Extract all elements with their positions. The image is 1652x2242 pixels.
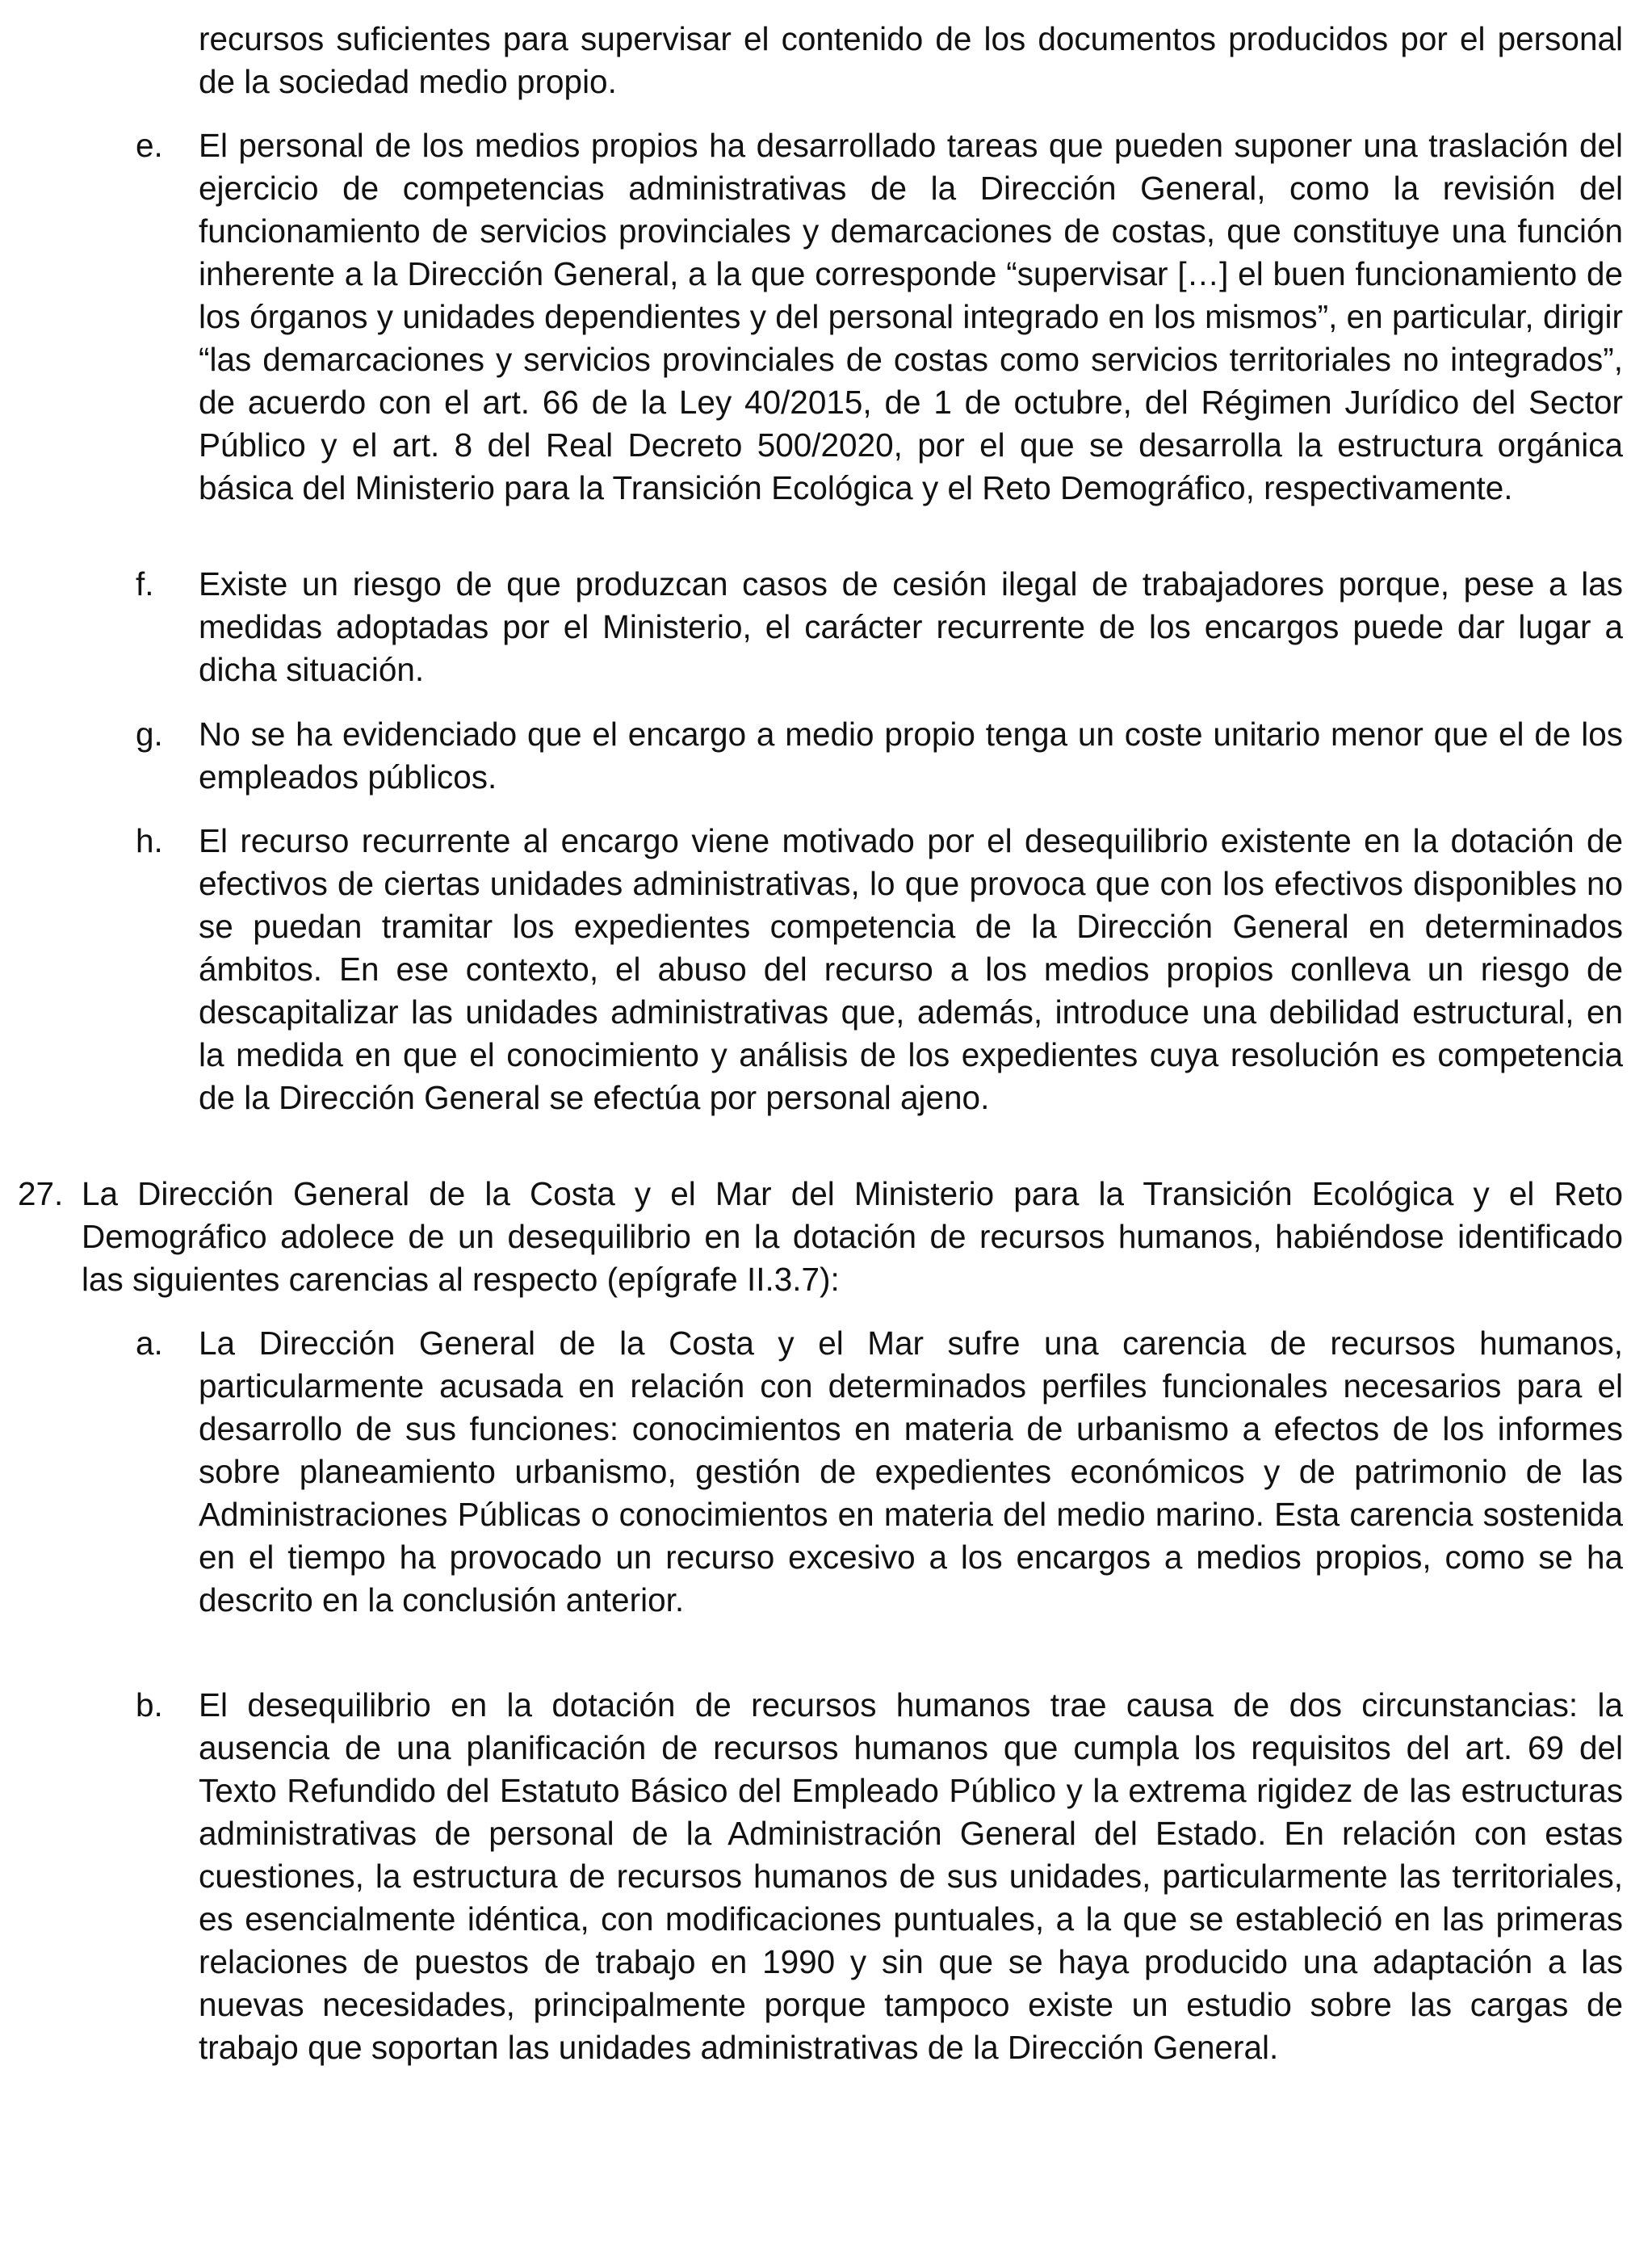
list-item-f: Existe un riesgo de que produzcan casos de cesión ilegal de trabajadores porque, pese a las medidas adoptadas por el Ministerio, el carácter recurrente de los encargos puede dar lugar a dicha situación. xyxy=(199,565,1623,688)
list-marker-f: f. xyxy=(136,565,154,602)
section-27-paragraph: La Dirección General de la Costa y el Mar del Ministerio para la Transición Ecológica y el Reto Demográfico adolece de un desequilibrio en la dotación de recursos humanos, habiéndose identificado las siguientes carencias al respecto (epígrafe II.3.7): xyxy=(82,1175,1623,1298)
list-marker-a: a. xyxy=(136,1325,163,1362)
list-marker-e: e. xyxy=(136,127,163,164)
list-item-b: El desequilibrio en la dotación de recursos humanos trae causa de dos circunstancias: la ausencia de una planificación de recursos humanos que cumpla los requisitos del art. 69 del Texto Refundido del Estatuto Básico del Empleado Público y la extrema rigidez de las estructuras administrativas de personal de la Administración General del Estado. En relación con estas cuestiones, la estructura de recursos humanos de sus unidades, particularmente las territoriales, es esencialmente idéntica, con modificaciones puntuales, a la que se estableció en las primeras relaciones de puestos de trabajo en 1990 y sin que se haya producido una adaptación a las nuevas necesidades, principalmente porque tampoco existe un estudio sobre las cargas de trabajo que soportan las unidades administrativas de la Dirección General. xyxy=(199,1686,1623,2066)
section-27-marker: 27. xyxy=(18,1175,64,1212)
list-item-e: El personal de los medios propios ha desarrollado tareas que pueden suponer una traslación del ejercicio de competencias administrativas de la Dirección General, como la revisión del funcionamiento de servicios provinciales y demarcaciones de costas, que constituye una función inherente a la Dirección General, a la que corresponde “supervisar […] el buen funcionamiento de los órganos y unidades dependientes y del personal integrado en los mismos”, en particular, dirigir “las demarcaciones y servicios provinciales de costas como servicios territoriales no integrados”, de acuerdo con el art. 66 de la Ley 40/2015, de 1 de octubre, del Régimen Jurídico del Sector Público y el art. 8 del Real Decreto 500/2020, por el que se desarrolla la estructura orgánica básica del Ministerio para la Transición Ecológica y el Reto Demográfico, respectivamente. xyxy=(199,127,1623,506)
continuation-paragraph: recursos suficientes para supervisar el contenido de los documentos producidos por el personal de la sociedad medio propio. xyxy=(199,20,1623,100)
list-marker-g: g. xyxy=(136,716,163,753)
list-marker-b: b. xyxy=(136,1686,163,1723)
list-marker-h: h. xyxy=(136,822,163,859)
list-item-a: La Dirección General de la Costa y el Mar sufre una carencia de recursos humanos, particularmente acusada en relación con determinados perfiles funcionales necesarios para el desarrollo de sus funciones: conocimientos en materia de urbanismo a efectos de los informes sobre planeamiento urbanismo, gestión de expedientes económicos y de patrimonio de las Administraciones Públicas o conocimientos en materia del medio marino. Esta carencia sostenida en el tiempo ha provocado un recurso excesivo a los encargos a medios propios, como se ha descrito en la conclusión anterior. xyxy=(199,1325,1623,1619)
list-item-h: El recurso recurrente al encargo viene motivado por el desequilibrio existente en la dotación de efectivos de ciertas unidades administrativas, lo que provoca que con los efectivos disponibles no se puedan tramitar los expedientes competencia de la Dirección General en determinados ámbitos. En ese contexto, el abuso del recurso a los medios propios conlleva un riesgo de descapitalizar las unidades administrativas que, además, introduce una debilidad estructural, en la medida en que el conocimiento y análisis de los expedientes cuya resolución es competencia de la Dirección General se efectúa por personal ajeno. xyxy=(199,822,1623,1116)
list-item-g: No se ha evidenciado que el encargo a medio propio tenga un coste unitario menor que el de los empleados públicos. xyxy=(199,716,1623,796)
